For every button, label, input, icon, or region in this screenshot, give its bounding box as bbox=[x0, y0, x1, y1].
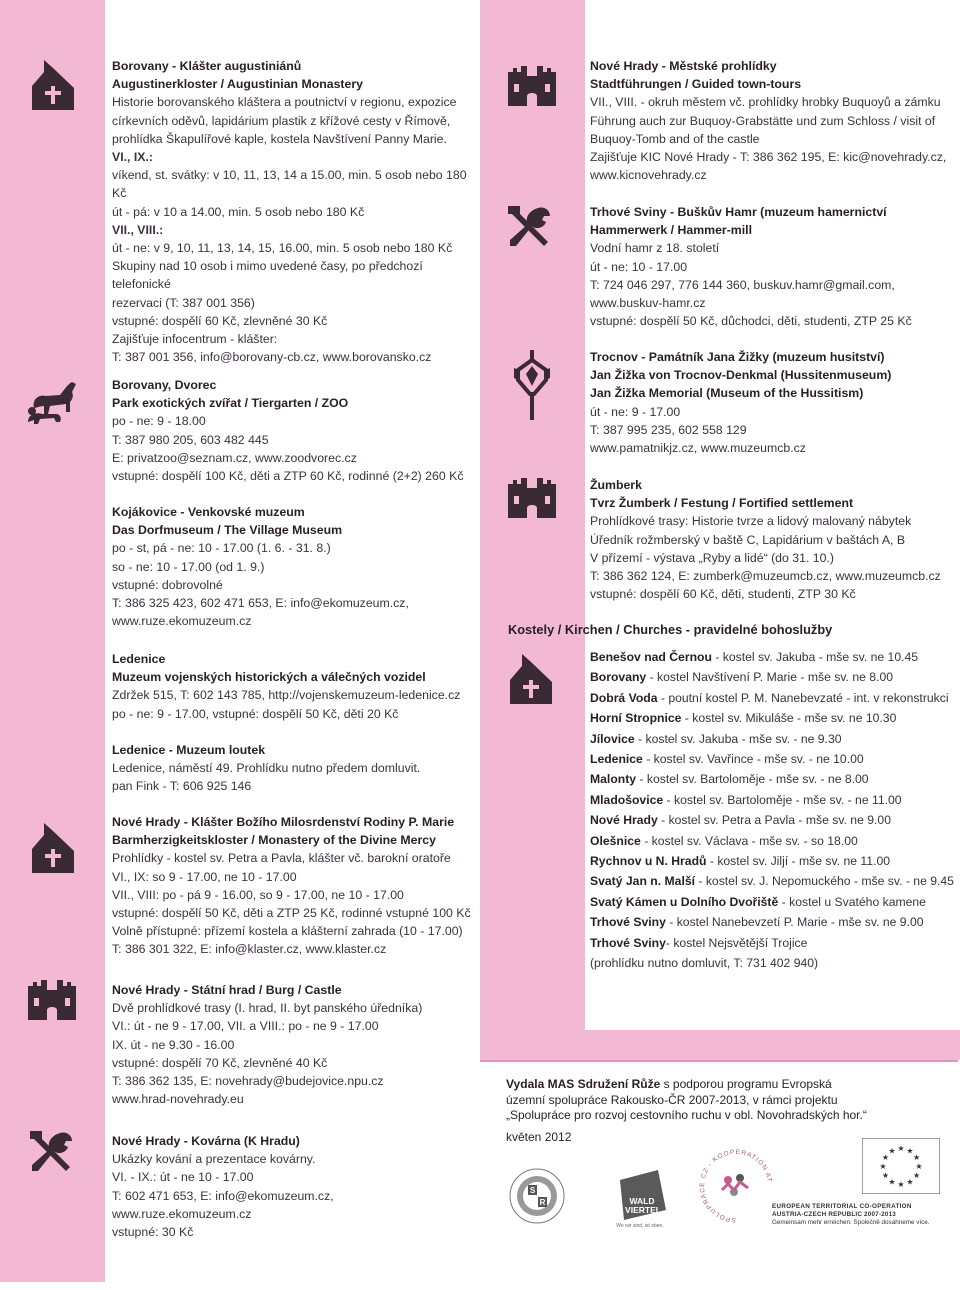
church-detail: - kostel Nanebevzetí P. Marie - mše sv. ne 9.00 bbox=[665, 915, 924, 930]
church-detail: - kostel sv. Petra a Pavla - mše sv. ne 9.00 bbox=[657, 813, 891, 828]
section-heading: Hammerwerk / Hammer-mill bbox=[590, 223, 752, 238]
publisher-note bbox=[506, 1077, 946, 1124]
church-detail: - kostel sv. Bartoloměje - mše sv. - ne 11.00 bbox=[663, 792, 902, 807]
section-line: VII., VIII: po - pá 9 - 16.00, so 9 - 17.00, ne 10 - 17.00 bbox=[112, 887, 404, 902]
section-line: T: 386 362 124, E: zumberk@muzeumcb.cz, www.muzeumcb.cz bbox=[590, 569, 941, 584]
section-line: vstupné: dospělí 60 Kč, zlevněné 30 Kč bbox=[112, 313, 328, 328]
svg-text:S: S bbox=[529, 1186, 536, 1195]
section-line: Zajišťuje infocentrum - klášter: bbox=[112, 332, 278, 347]
church-entry bbox=[590, 647, 918, 667]
section-line: út - ne: v 9, 10, 11, 13, 14, 15, 16.00, min. 5 osob nebo 180 Kč bbox=[112, 241, 453, 256]
church-town: Nové Hrady bbox=[590, 813, 658, 828]
info-block-nove-hrady-forge bbox=[112, 1132, 472, 1241]
church-detail: - poutní kostel P. M. Nanebevzaté - int. v rekonstrukci bbox=[657, 690, 949, 705]
section-line: Zajišťuje KIC Nové Hrady - T: 386 362 195, E: kic@novehrady.cz, bbox=[590, 150, 947, 165]
section-line: T: 602 471 653, E: info@ekomuzeum.cz, www.ruze.ekomuzeum.cz bbox=[112, 1188, 334, 1221]
section-line: Úředník rožmberský v baště C, Lapidárium v baštách A, B bbox=[590, 532, 906, 547]
section-heading: Nové Hrady - Kovárna (K Hradu) bbox=[112, 1134, 300, 1148]
middle-pink-band bbox=[480, 0, 585, 1060]
church-detail: - kostel Nejsvětější Trojice bbox=[665, 935, 808, 950]
section-heading: Nové Hrady - Klášter Božího Milosrdenství Rodiny P. Marie bbox=[112, 815, 455, 829]
section-line: E: privatzoo@seznam.cz, www.zoodvorec.cz bbox=[112, 450, 357, 465]
church-town: Ledenice bbox=[590, 752, 643, 766]
waldviertel-logo bbox=[610, 1170, 670, 1230]
church-entry bbox=[590, 749, 864, 769]
section-line: církevních oděvů, lapidárium plastik z křížové cesty v Římově, bbox=[112, 113, 451, 128]
info-block-zumberk bbox=[590, 476, 955, 603]
section-line: T: 386 362 135, E: novehrady@budejovice.npu.cz bbox=[112, 1074, 384, 1089]
eu-star: ★ bbox=[906, 1177, 914, 1187]
section-line: prohlídka Škapulířové kaple, kostela Navštívení Panny Marie. bbox=[112, 131, 447, 146]
section-line: www.hrad-novehrady.eu bbox=[112, 1092, 244, 1107]
section-line: pan Fink - T: 606 925 146 bbox=[112, 779, 252, 794]
section-heading: Jan Žižka von Trocnov-Denkmal (Hussitenmuseum) bbox=[590, 368, 892, 383]
section-line: po - st, pá - ne: 10 - 17.00 (1. 6. - 31. 8.) bbox=[112, 541, 331, 556]
church-entry bbox=[590, 769, 869, 789]
section-line: VI., IX: so 9 - 17.00, ne 10 - 17.00 bbox=[112, 869, 297, 884]
church-town: Benešov nad Černou bbox=[590, 650, 712, 664]
section-heading: Borovany, Dvorec bbox=[112, 378, 217, 392]
church-town: Trhové Sviny bbox=[590, 935, 666, 950]
section-line: Vodní hamr z 18. století bbox=[590, 241, 720, 256]
church-icon bbox=[32, 823, 74, 873]
section-line: T: 387 995 235, 602 558 129 bbox=[590, 422, 747, 437]
publisher-line3: „Spolupráce pro rozvoj cestovního ruchu v obl. Novohradských hor.“ bbox=[506, 1108, 867, 1122]
section-heading: Augustinerkloster / Augustinian Monastery bbox=[112, 77, 363, 92]
castle-icon bbox=[508, 478, 556, 518]
tools-icon bbox=[30, 1131, 74, 1175]
church-town: Malonty bbox=[590, 772, 637, 787]
eu-line2: AUSTRIA-CZECH REPUBLIC 2007-2013 bbox=[772, 1211, 896, 1218]
info-block-borovany-zoo bbox=[112, 376, 472, 485]
section-line: vstupné: dospělí 50 Kč, děti a ZTP 25 Kč, rodinné vstupné 100 Kč bbox=[112, 906, 471, 921]
section-line: T: 386 325 423, 602 471 653, E: info@ekomuzeum.cz, bbox=[112, 596, 409, 611]
church-town: Svatý Kámen u Dolního Dvořiště bbox=[590, 894, 779, 909]
church-detail: - kostel sv. Jakuba - mše sv. ne 10.45 bbox=[711, 650, 919, 664]
eu-star: ★ bbox=[897, 1144, 905, 1153]
church-entry bbox=[590, 688, 949, 708]
eu-flag-logo bbox=[862, 1138, 940, 1194]
eu-star: ★ bbox=[881, 1171, 889, 1180]
eu-program-text bbox=[772, 1203, 960, 1227]
castle-icon bbox=[508, 66, 556, 106]
section-line: T: 387 980 205, 603 482 445 bbox=[112, 432, 269, 447]
church-town: Dobrá Voda bbox=[590, 690, 658, 705]
church-detail: - kostel u Svatého kamene bbox=[778, 894, 926, 909]
section-heading: Muzeum vojenských historických a válečných vozidel bbox=[112, 670, 426, 685]
waldviertel-line2: VIERTEL bbox=[625, 1205, 661, 1215]
church-detail: - kostel sv. Bartoloměje - mše sv. - ne 8.00 bbox=[636, 772, 869, 787]
section-line: vstupné: 30 Kč bbox=[112, 1225, 194, 1240]
church-entry bbox=[590, 667, 893, 687]
section-line: po - ne: 9 - 18.00 bbox=[112, 414, 206, 429]
section-heading: Trhové Sviny - Buškův Hamr (muzeum hamernictví bbox=[590, 205, 887, 219]
svg-text:R: R bbox=[539, 1198, 546, 1207]
section-heading: Stadtführungen / Guided town-tours bbox=[590, 77, 802, 92]
church-entry bbox=[590, 892, 926, 912]
church-detail: (prohlídku nutno domluvit, T: 731 402 940) bbox=[590, 956, 819, 970]
section-heading: Trocnov - Památník Jana Žižky (muzeum husitství) bbox=[590, 350, 885, 364]
section-heading: Ledenice bbox=[112, 652, 166, 666]
publication-date: květen 2012 bbox=[506, 1130, 572, 1144]
church-entry bbox=[590, 790, 902, 810]
church-town: Trhové Sviny bbox=[590, 915, 666, 930]
publisher-name: Vydala MAS Sdružení Růže bbox=[506, 1077, 661, 1091]
churches-heading: Kostely / Kirchen / Churches - pravidelné bohoslužby bbox=[508, 622, 833, 637]
section-line: www.ruze.ekomuzeum.cz bbox=[112, 614, 252, 629]
church-icon bbox=[32, 60, 74, 110]
church-detail: - kostel sv. Jakuba - mše sv. - ne 9.30 bbox=[634, 731, 842, 746]
church-entry bbox=[590, 810, 891, 830]
section-line: www.kicnovehrady.cz bbox=[590, 168, 707, 183]
ring-text: SPOLUPRÁCE CZ - KOOPERATION AT bbox=[698, 1148, 773, 1224]
section-line: vstupné: dobrovolné bbox=[112, 577, 223, 592]
info-block-kojakovice-museum bbox=[112, 503, 472, 630]
section-subheading: VII., VIII.: bbox=[112, 222, 164, 237]
church-icon bbox=[510, 654, 552, 704]
section-line: T: 387 001 356, info@borovany-cb.cz, www.borovansko.cz bbox=[112, 350, 432, 365]
church-entry bbox=[590, 729, 842, 749]
eu-star: ★ bbox=[897, 1180, 905, 1189]
info-block-ledenice-vehicles bbox=[112, 650, 472, 723]
hussite-flail-icon bbox=[512, 350, 552, 420]
info-block-ledenice-puppets bbox=[112, 741, 472, 796]
zoo-animals-icon bbox=[26, 378, 78, 426]
section-heading: Nové Hrady - Státní hrad / Burg / Castle bbox=[112, 983, 342, 997]
eu-star: ★ bbox=[879, 1162, 887, 1171]
waldviertel-line1: WALD bbox=[629, 1196, 655, 1206]
footer-divider bbox=[480, 1060, 958, 1062]
church-detail: - kostel sv. Vavřince - mše sv. - ne 10.00 bbox=[642, 752, 864, 766]
section-line: Ukázky kování a prezentace kovárny. bbox=[112, 1152, 316, 1167]
section-line: VII., VIII. - okruh městem vč. prohlídky hrobky Buquoyů a zámku bbox=[590, 95, 941, 110]
info-block-trocnov bbox=[590, 348, 955, 457]
section-line: VI.: út - ne 9 - 17.00, VII. a VIII.: po - ne 9 - 17.00 bbox=[112, 1019, 379, 1034]
section-line: Zdržek 515, T: 602 143 785, http://vojenskemuzeum-ledenice.cz bbox=[112, 688, 461, 703]
info-block-borovany-monastery bbox=[112, 57, 472, 366]
eu-star: ★ bbox=[888, 1177, 896, 1187]
section-line: víkend, st. svátky: v 10, 11, 13, 14 a 15.00, min. 5 osob nebo 180 Kč bbox=[112, 168, 467, 201]
info-block-nove-hrady-monastery bbox=[112, 813, 472, 959]
section-heading: Barmherzigkeitskloster / Monastery of the Divine Mercy bbox=[112, 833, 436, 848]
church-detail: - kostel Navštívení P. Marie - mše sv. ne 8.00 bbox=[646, 670, 893, 685]
church-entry bbox=[590, 831, 858, 851]
section-line: vstupné: dospělí 50 Kč, důchodci, děti, studenti, ZTP 25 Kč bbox=[590, 314, 912, 329]
church-entry bbox=[590, 851, 890, 871]
church-detail: - kostel sv. Jiljí - mše sv. ne 11.00 bbox=[706, 854, 891, 868]
church-town: Svatý Jan n. Malší bbox=[590, 874, 695, 889]
church-entry bbox=[590, 912, 924, 932]
church-town: Olešnice bbox=[590, 833, 641, 848]
section-line: so - ne: 10 - 17.00 (od 1. 9.) bbox=[112, 559, 265, 574]
church-entry bbox=[590, 933, 807, 953]
section-line: Prohlídkové trasy: Historie tvrze a lidový malovaný nábytek bbox=[590, 514, 912, 529]
info-block-buskuv-hamr bbox=[590, 203, 955, 330]
section-line bbox=[112, 221, 472, 239]
sdruzeni-ruze-logo bbox=[508, 1167, 566, 1225]
publisher-line1: s podporou programu Evropská bbox=[660, 1077, 832, 1091]
waldviertel-tagline: Wo wir sind, ist oben. bbox=[616, 1223, 664, 1229]
church-entry bbox=[590, 871, 954, 891]
tools-icon bbox=[508, 206, 552, 250]
church-town: Borovany bbox=[590, 670, 647, 685]
section-line: po - ne: 9 - 17.00, vstupné: dospělí 50 Kč, děti 20 Kč bbox=[112, 706, 399, 721]
church-town: Jílovice bbox=[590, 731, 635, 746]
info-block-nove-hrady-castle bbox=[112, 981, 472, 1108]
eu-star: ★ bbox=[913, 1171, 921, 1180]
section-line: vstupné: dospělí 70 Kč, zlevněné 40 Kč bbox=[112, 1055, 328, 1070]
left-pink-band bbox=[0, 0, 105, 1282]
section-line: VI. - IX.: út - ne 10 - 17.00 bbox=[112, 1170, 254, 1185]
section-heading: Das Dorfmuseum / The Village Museum bbox=[112, 523, 343, 538]
section-line: Führung auch zur Buquoy-Grabstätte und zum Schloss / visit of bbox=[590, 113, 936, 128]
section-heading: Žumberk bbox=[590, 478, 642, 492]
section-line: Volně přístupné: přízemí kostela a klášterní zahrada (10 - 17.00) bbox=[112, 924, 463, 939]
section-line: Prohlídky - kostel sv. Petra a Pavla, klášter vč. barokní oratoře bbox=[112, 851, 451, 866]
castle-icon bbox=[28, 980, 76, 1020]
section-heading: Ledenice - Muzeum loutek bbox=[112, 743, 266, 757]
bottom-pink-band bbox=[480, 1030, 960, 1060]
section-line: Ledenice, náměstí 49. Prohlídku nutno předem domluvit. bbox=[112, 761, 421, 776]
section-line: Dvě prohlídkové trasy (I. hrad, II. byt panského úředníka) bbox=[112, 1001, 423, 1016]
section-line: IX. út - ne 9.30 - 16.00 bbox=[112, 1037, 235, 1052]
section-line: vstupné: dospělí 100 Kč, děti a ZTP 60 Kč, rodinné (2+2) 260 Kč bbox=[112, 469, 464, 484]
section-line: út - ne: 9 - 17.00 bbox=[590, 404, 681, 419]
section-line: T: 724 046 297, 776 144 360, buskuv.hamr@gmail.com, bbox=[590, 277, 895, 292]
section-heading: Tvrz Žumberk / Festung / Fortified settlement bbox=[590, 496, 854, 511]
section-line: T: 386 301 322, E: info@klaster.cz, www.klaster.cz bbox=[112, 942, 387, 957]
section-heading: Nové Hrady - Městské prohlídky bbox=[590, 59, 777, 73]
eu-star: ★ bbox=[915, 1162, 923, 1171]
section-line: V přízemí - výstava „Ryby a lidé“ (do 31. 10.) bbox=[590, 550, 834, 565]
church-detail: - kostel sv. Mikuláše - mše sv. ne 10.30 bbox=[681, 711, 897, 726]
eu-star: ★ bbox=[906, 1146, 914, 1156]
church-entry bbox=[590, 708, 896, 728]
publisher-line2: územní spolupráce Rakousko-ČR 2007-2013, v rámci projektu bbox=[506, 1092, 838, 1107]
church-town: Horní Stropnice bbox=[590, 711, 682, 726]
eu-line1: EUROPEAN TERRITORIAL CO-OPERATION bbox=[772, 1203, 912, 1210]
section-line: rezervaci (T: 387 001 356) bbox=[112, 295, 255, 310]
eu-star: ★ bbox=[913, 1153, 921, 1162]
section-line: www.pamatnikjz.cz, www.muzeumcb.cz bbox=[590, 441, 806, 456]
eu-line3: Gemeinsam mehr erreichen. Společně dosáhneme více. bbox=[772, 1219, 930, 1226]
section-subheading: VI., IX.: bbox=[112, 150, 153, 165]
church-detail: - kostel sv. Václava - mše sv. - so 18.00 bbox=[640, 833, 858, 848]
church-town: Rychnov u N. Hradů bbox=[590, 854, 707, 868]
section-line: Buquoy-Tomb and of the castle bbox=[590, 131, 760, 146]
section-line: út - ne: 10 - 17.00 bbox=[590, 259, 688, 274]
info-block-town-tours bbox=[590, 57, 955, 184]
section-heading: Kojákovice - Venkovské muzeum bbox=[112, 505, 305, 519]
section-heading: Borovany - Klášter augustiniánů bbox=[112, 59, 302, 73]
cooperation-ring-logo bbox=[696, 1146, 776, 1226]
church-town: Mladošovice bbox=[590, 792, 664, 807]
section-heading: Park exotických zvířat / Tiergarten / ZOO bbox=[112, 396, 349, 411]
section-line: Skupiny nad 10 osob i mimo uvedené časy, po předchozí telefonické bbox=[112, 259, 423, 292]
section-line bbox=[112, 148, 472, 166]
section-line: www.buskuv-hamr.cz bbox=[590, 296, 706, 311]
section-line: vstupné: dospělí 60 Kč, děti, studenti, ZTP 30 Kč bbox=[590, 587, 856, 602]
section-line: Historie borovanského kláštera a poutnictví v regionu, expozice bbox=[112, 95, 457, 110]
section-heading: Jan Žižka Memorial (Museum of the Hussitism) bbox=[590, 386, 864, 401]
section-line: út - pá: v 10 a 14.00, min. 5 osob nebo 180 Kč bbox=[112, 204, 365, 219]
eu-star: ★ bbox=[888, 1146, 896, 1156]
church-entry bbox=[590, 953, 818, 973]
eu-star: ★ bbox=[881, 1153, 889, 1162]
church-detail: - kostel sv. J. Nepomuckého - mše sv. - ne 9.45 bbox=[695, 874, 954, 889]
